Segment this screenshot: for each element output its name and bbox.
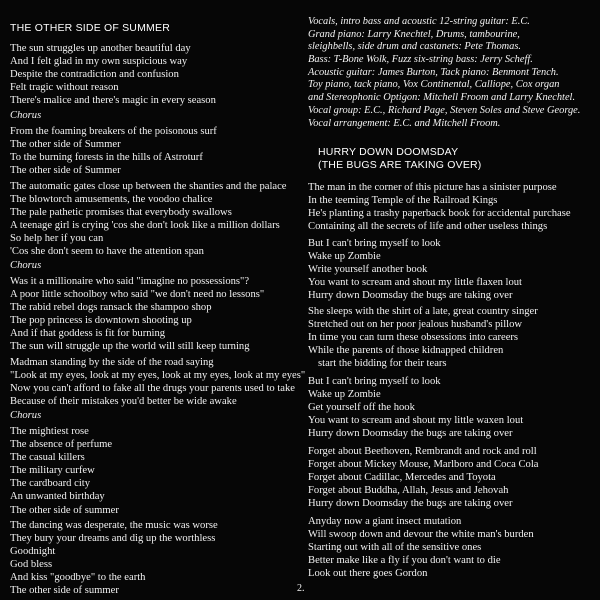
lyric-line: The blowtorch amusements, the voodoo chalice — [10, 194, 213, 206]
page-number: 2. — [297, 583, 305, 594]
lyric-line: The sun will struggle up the world will still keep turning — [10, 341, 250, 353]
lyric-line: The sun struggles up another beautiful day — [10, 43, 191, 54]
verse-4 — [308, 515, 534, 580]
lyric-line: Look out there goes Gordon — [308, 568, 428, 580]
lyric-line: There's malice and there's magic in every season — [10, 95, 216, 107]
chorus-1 — [10, 125, 217, 177]
lyric-line: Hurry down Doomsday the bugs are taking over — [308, 498, 513, 510]
lyric-line: 'Cos she don't seem to have the attention span — [10, 246, 204, 258]
song-credits — [308, 16, 580, 130]
lyric-line: Forget about Cadillac, Mercedes and Toyota — [308, 472, 496, 484]
lyric-line: The automatic gates close up between the shanties and the palace — [10, 181, 287, 192]
lyric-line: The other side of Summer — [10, 165, 121, 177]
lyric-line: Starting out with all of the sensitive ones — [308, 542, 482, 554]
chorus-label: Chorus — [10, 110, 42, 121]
lyric-line: Wake up Zombie — [308, 389, 381, 401]
credit-line: Vocals, intro bass and acoustic 12-string guitar: E.C. — [308, 16, 530, 27]
chorus-label: Chorus — [10, 410, 42, 421]
lyric-line: And I felt glad in my own suspicious way — [10, 56, 188, 68]
verse-1 — [10, 42, 216, 107]
lyric-line: Write yourself another book — [308, 264, 428, 276]
lyric-line: The man in the corner of this picture has a sinister purpose — [308, 182, 557, 193]
lyric-line: And if that goddess is fit for burning — [10, 328, 166, 340]
lyric-line: Forget about Buddha, Allah, Jesus and Jehovah — [308, 485, 509, 497]
lyric-line: A teenage girl is crying 'cos she don't look like a million dollars — [10, 220, 280, 232]
lyric-line: Felt tragic without reason — [10, 82, 119, 94]
chorus-2 — [308, 375, 523, 440]
lyric-line: In time you can turn these obsessions into careers — [308, 332, 519, 344]
lyric-line: Despite the contradiction and confusion — [10, 69, 179, 81]
lyric-line: The pop princess is downtown shooting up — [10, 315, 192, 327]
lyric-line: While the parents of those kidnapped children — [308, 345, 504, 357]
lyric-line: The casual killers — [10, 452, 85, 464]
lyric-line: Was it a millionaire who said "imagine no possessions"? — [10, 276, 250, 287]
lyric-line: But I can't bring myself to look — [308, 238, 441, 249]
lyric-line: The dancing was desperate, the music was worse — [10, 520, 218, 531]
lyric-line: The rabid rebel dogs ransack the shampoo shop — [10, 302, 212, 314]
credit-line: sleighbells, side drum and castanets: Pete Thomas. — [308, 41, 521, 53]
lyric-line: The other side of Summer — [10, 139, 121, 151]
lyric-line: Hurry down Doomsday the bugs are taking over — [308, 428, 513, 440]
chorus-1 — [308, 237, 522, 302]
lyric-line: Stretched out on her poor jealous husband's pillow — [308, 319, 523, 331]
verse-1 — [308, 181, 571, 233]
credit-line: Grand piano: Larry Knechtel, Drums, tambourine, — [308, 28, 520, 40]
lyric-line: "Look at my eyes, look at my eyes, look at my eyes, look at my eyes" — [10, 370, 306, 382]
lyric-line: Hurry down Doomsday the bugs are taking over — [308, 290, 513, 302]
lyric-line: The mightiest rose — [10, 426, 89, 437]
credit-line: and Stereophonic Optigon: Mitchell Froom and Larry Knechtel. — [308, 92, 576, 104]
lyric-line: In the teeming Temple of the Railroad Kings — [308, 195, 498, 207]
lyric-line: Anyday now a giant insect mutation — [308, 516, 462, 527]
verse-2 — [10, 180, 287, 259]
credit-line: Vocal group: E.C., Richard Page, Steven Soles and Steve George. — [308, 104, 581, 116]
title-line: HURRY DOWN DOOMSDAY — [318, 146, 459, 158]
lyric-line: Now you can't afford to fake all the drugs your parents used to take — [10, 383, 296, 395]
lyric-line: The other side of summer — [10, 504, 119, 516]
title-line: (THE BUGS ARE TAKING OVER) — [318, 159, 482, 171]
credit-line: Vocal arrangement: E.C. and Mitchell Froom. — [308, 117, 501, 129]
lyric-line: start the bidding for their tears — [318, 358, 447, 370]
lyric-line: Forget about Mickey Mouse, Marlboro and Coca Cola — [308, 459, 539, 471]
lyric-line: And kiss "goodbye" to the earth — [10, 572, 146, 584]
lyric-line: God bless — [10, 559, 53, 571]
lyric-line: To the burning forests in the hills of Astroturf — [10, 152, 203, 164]
credit-line: Toy piano, tack piano, Vox Continental, Calliope, Cox organ — [308, 79, 560, 91]
lyric-line: The other side of summer — [10, 585, 119, 597]
song-title-other-side-of-summer: THE OTHER SIDE OF SUMMER — [10, 22, 170, 34]
lyric-line: You want to scream and shout my little flaxen lout — [308, 277, 523, 289]
lyric-line: Madman standing by the side of the road saying — [10, 357, 214, 368]
verse-2 — [308, 305, 538, 370]
verse-4 — [10, 356, 305, 408]
lyric-line: Forget about Beethoven, Rembrandt and rock and roll — [308, 446, 537, 457]
lyric-line: Because of their mistakes you'd better be wide awake — [10, 396, 237, 408]
lyric-line: Better make like a fly if you don't want to die — [308, 555, 501, 567]
lyric-line: He's planting a trashy paperback book for accidental purchase — [308, 208, 571, 220]
lyric-line: The absence of perfume — [10, 439, 113, 451]
verse-3 — [308, 445, 538, 510]
bridge — [10, 425, 119, 517]
lyric-line: An unwanted birthday — [10, 491, 105, 503]
lyric-line: So help her if you can — [10, 233, 104, 245]
lyric-line: The pale pathetic promises that everybody swallows — [10, 207, 232, 219]
lyric-line: She sleeps with the shirt of a late, great country singer — [308, 306, 538, 317]
verse-5 — [10, 519, 218, 598]
lyric-line: From the foaming breakers of the poisonous surf — [10, 126, 217, 137]
credit-line: Acoustic guitar: James Burton, Tack piano: Benmont Tench. — [308, 66, 559, 78]
lyric-line: Wake up Zombie — [308, 251, 381, 263]
lyric-line: Get yourself off the hook — [308, 402, 415, 414]
chorus-label: Chorus — [10, 260, 42, 271]
lyric-line: Will swoop down and devour the white man's burden — [308, 529, 534, 541]
lyric-line: They bury your dreams and dig up the worthless — [10, 533, 216, 545]
lyric-line: But I can't bring myself to look — [308, 376, 441, 387]
verse-3 — [10, 275, 264, 354]
lyric-line: Goodnight — [10, 546, 56, 558]
lyric-line: The cardboard city — [10, 478, 91, 490]
lyric-line: The military curfew — [10, 465, 95, 477]
lyric-line: A poor little schoolboy who said "we don't need no lessons" — [10, 289, 265, 301]
lyric-line: You want to scream and shout my little waxen lout — [308, 415, 524, 427]
song-title-hurry-down-doomsday — [318, 146, 482, 172]
credit-line: Bass: T-Bone Wolk, Fuzz six-string bass: Jerry Scheff. — [308, 54, 533, 66]
lyric-line: Containing all the secrets of life and other useless things — [308, 221, 548, 233]
